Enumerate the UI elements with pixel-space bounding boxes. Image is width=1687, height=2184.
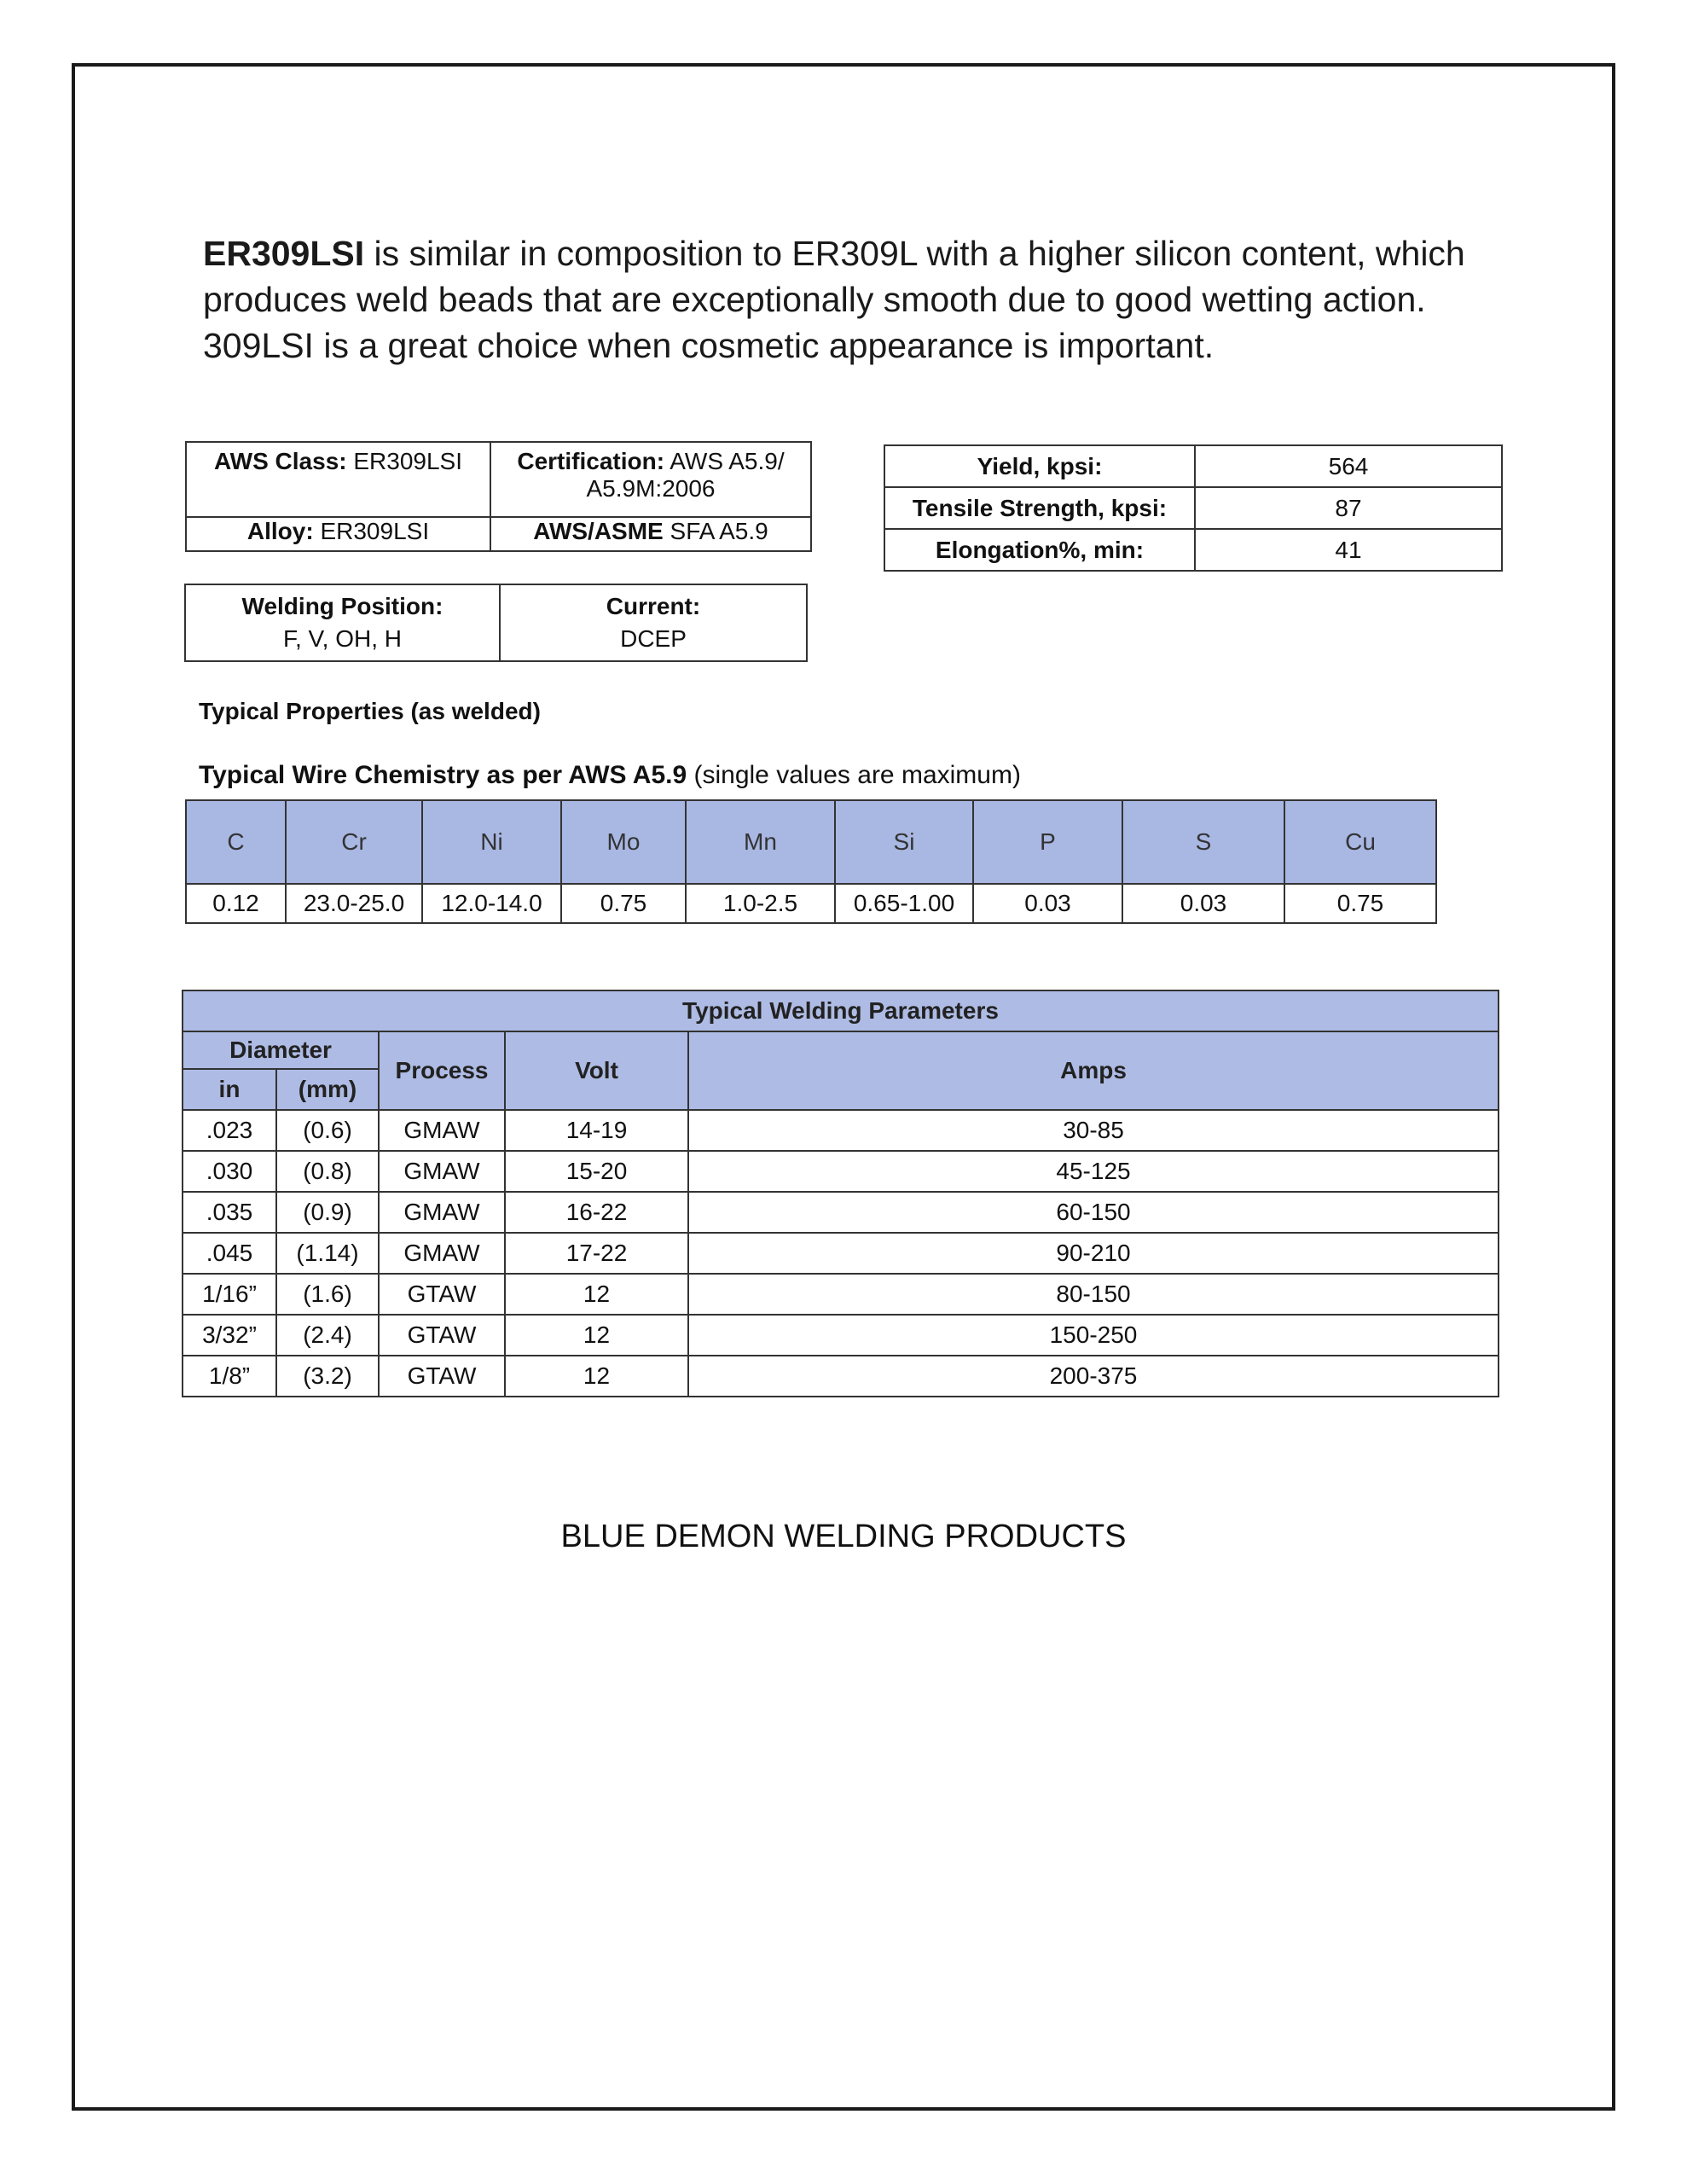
process: GTAW: [379, 1315, 505, 1356]
process: GMAW: [379, 1151, 505, 1192]
chem-header: Si: [835, 800, 973, 884]
table-row: [884, 445, 1502, 487]
current-label: Current:: [606, 593, 701, 619]
table-row: [884, 487, 1502, 529]
parameters-title: Typical Welding Parameters: [183, 990, 1499, 1031]
diameter-in: 3/32”: [183, 1315, 276, 1356]
elongation-value: 41: [1195, 529, 1502, 571]
table-row: [183, 1110, 1499, 1151]
alloy-value: ER309LSI: [313, 518, 430, 544]
diameter-mm: (0.8): [276, 1151, 379, 1192]
amps: 150-250: [688, 1315, 1499, 1356]
amps: 90-210: [688, 1233, 1499, 1274]
chem-header: Mo: [561, 800, 686, 884]
amps: 200-375: [688, 1356, 1499, 1397]
process-header: Process: [379, 1031, 505, 1110]
welding-position-cell: [185, 584, 500, 661]
table-row: [183, 1274, 1499, 1315]
chem-value: 23.0-25.0: [286, 884, 422, 923]
volt: 12: [505, 1315, 688, 1356]
volt: 17-22: [505, 1233, 688, 1274]
chem-header: S: [1122, 800, 1284, 884]
volt: 16-22: [505, 1192, 688, 1233]
table-row: [183, 1315, 1499, 1356]
tensile-value: 87: [1195, 487, 1502, 529]
table-row: [183, 1192, 1499, 1233]
spec-cell: [490, 517, 811, 551]
aws-class-value: ER309LSI: [346, 448, 463, 474]
diameter-header: Diameter: [183, 1031, 379, 1069]
chemistry-table: [185, 799, 1437, 924]
table-row: [183, 1233, 1499, 1274]
diameter-mm: (0.9): [276, 1192, 379, 1233]
chem-header: Ni: [422, 800, 561, 884]
diameter-in: 1/8”: [183, 1356, 276, 1397]
footer-company-name: BLUE DEMON WELDING PRODUCTS: [560, 1519, 1127, 1554]
diameter-in: .035: [183, 1192, 276, 1233]
process: GMAW: [379, 1233, 505, 1274]
amps: 45-125: [688, 1151, 1499, 1192]
process: GMAW: [379, 1192, 505, 1233]
chem-value: 0.03: [1122, 884, 1284, 923]
diameter-in: .023: [183, 1110, 276, 1151]
yield-label: Yield, kpsi:: [884, 445, 1195, 487]
volt: 14-19: [505, 1110, 688, 1151]
chemistry-label: [199, 761, 1021, 790]
volt: 12: [505, 1356, 688, 1397]
diameter-mm: (1.6): [276, 1274, 379, 1315]
elongation-label: Elongation%, min:: [884, 529, 1195, 571]
chem-value: 12.0-14.0: [422, 884, 561, 923]
spec-value: SFA A5.9: [663, 518, 768, 544]
product-name: ER309LSI: [203, 234, 365, 273]
welding-parameters-table: [182, 990, 1499, 1397]
welding-position-value: F, V, OH, H: [282, 625, 402, 652]
amps: 60-150: [688, 1192, 1499, 1233]
diameter-mm: (2.4): [276, 1315, 379, 1356]
current-value: DCEP: [620, 625, 687, 652]
volt-header: Volt: [505, 1031, 688, 1110]
chemistry-header-row: [186, 800, 1436, 884]
diameter-in: 1/16”: [183, 1274, 276, 1315]
process: GTAW: [379, 1274, 505, 1315]
table-row: [183, 1356, 1499, 1397]
mechanical-properties-table: [884, 444, 1503, 572]
chem-value: 0.03: [973, 884, 1122, 923]
chem-header: Cr: [286, 800, 422, 884]
yield-value: 564: [1195, 445, 1502, 487]
chemistry-label-rest: (single values are maximum): [687, 761, 1021, 789]
volt: 12: [505, 1274, 688, 1315]
chem-header: Mn: [686, 800, 835, 884]
welding-position-table: [184, 584, 808, 662]
in-header: in: [183, 1069, 276, 1110]
amps: 80-150: [688, 1274, 1499, 1315]
certification-value-line2: A5.9M:2006: [586, 475, 716, 502]
diameter-in: .045: [183, 1233, 276, 1274]
tensile-label: Tensile Strength, kpsi:: [884, 487, 1195, 529]
chem-header: P: [973, 800, 1122, 884]
chem-value: 0.65-1.00: [835, 884, 973, 923]
amps: 30-85: [688, 1110, 1499, 1151]
chem-header: Cu: [1284, 800, 1436, 884]
diameter-mm: (0.6): [276, 1110, 379, 1151]
typical-properties-label: Typical Properties (as welded): [199, 698, 541, 724]
intro-paragraph: [203, 230, 1499, 369]
aws-class-label: AWS Class:: [213, 448, 347, 474]
chem-value: 0.12: [186, 884, 286, 923]
aws-class-cell: [186, 442, 490, 517]
diameter-mm: (1.14): [276, 1233, 379, 1274]
classification-table: [185, 441, 812, 552]
welding-position-label: Welding Position:: [241, 593, 443, 619]
process: GTAW: [379, 1356, 505, 1397]
intro-text: is similar in composition to ER309L with a higher silicon content, which produces weld beads that are exceptionally smooth due to good wetting action. 309LSI is a great choice when cosmetic appearance is important.: [203, 234, 1465, 365]
chem-header: C: [186, 800, 286, 884]
chemistry-values-row: [186, 884, 1436, 923]
certification-value: AWS A5.9/: [664, 448, 785, 474]
certification-cell: [490, 442, 811, 517]
chem-value: 0.75: [561, 884, 686, 923]
chemistry-label-bold: Typical Wire Chemistry as per AWS A5.9: [199, 761, 687, 789]
chem-value: 1.0-2.5: [686, 884, 835, 923]
certification-label: Certification:: [517, 448, 665, 474]
spec-label: AWS/ASME: [533, 518, 664, 544]
alloy-label: Alloy:: [246, 518, 314, 544]
process: GMAW: [379, 1110, 505, 1151]
chem-value: 0.75: [1284, 884, 1436, 923]
alloy-cell: [186, 517, 490, 551]
amps-header: Amps: [688, 1031, 1499, 1110]
table-row: [884, 529, 1502, 571]
table-row: [183, 1151, 1499, 1192]
diameter-in: .030: [183, 1151, 276, 1192]
diameter-mm: (3.2): [276, 1356, 379, 1397]
current-cell: [500, 584, 807, 661]
mm-header: (mm): [276, 1069, 379, 1110]
volt: 15-20: [505, 1151, 688, 1192]
